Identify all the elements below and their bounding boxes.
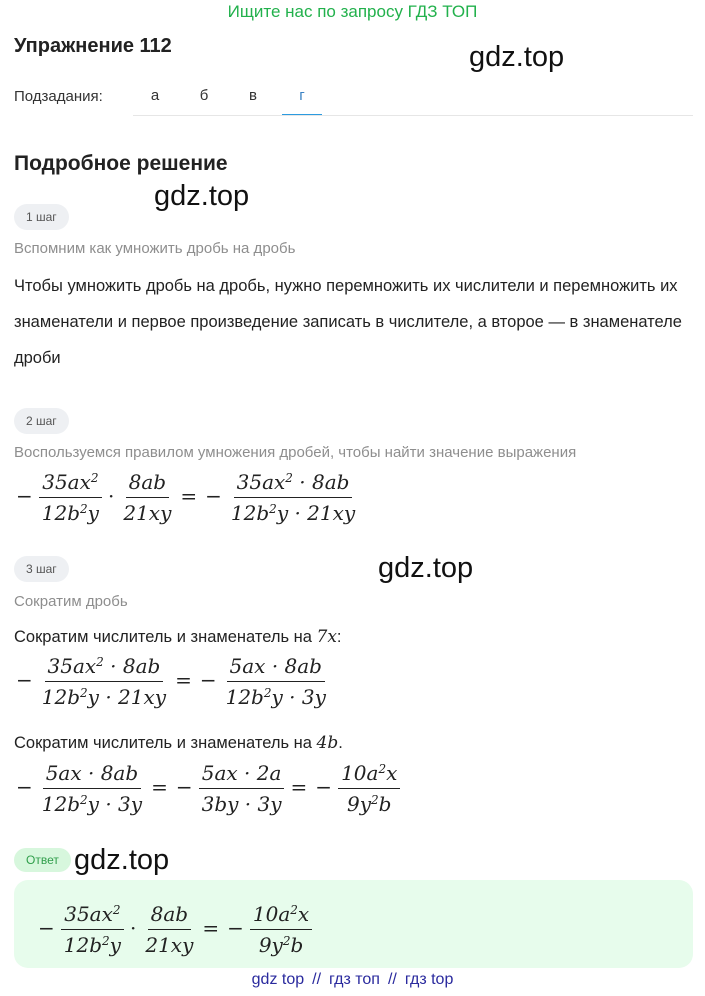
watermark: gdz.top [154, 180, 250, 212]
step-badge: 1 шаг [14, 204, 69, 230]
answer-equation: − $\frac{35ax^2}{12b^2y}$ · $\frac{8ab}{21xy}$ = − $\frac{10a^2x}{9y^2b}$ [34, 902, 314, 957]
footer-link[interactable]: gdz top [251, 971, 305, 988]
tab-a[interactable]: а [150, 87, 160, 104]
equation-step3a: − $\frac{35ax^2 \cdot 8ab}{12b^2y \cdot 21xy}$ = − $\frac{5ax \cdot 8ab}{12b^2y \cdot 3y}$ [16, 654, 326, 709]
equation-step3b: − $\frac{5ax \cdot 8ab}{12b^2y \cdot 3y}$ = − $\frac{5ax \cdot 2a}{3by \cdot 3y}$ = − $\frac{10a^2x}{9y^2b}$ [12, 761, 402, 816]
page-title: Упражнение 112 [14, 35, 172, 57]
tab-g-active[interactable]: г [282, 78, 322, 116]
watermark: gdz.top [378, 552, 474, 584]
tab-b[interactable]: б [199, 87, 209, 104]
step-hint: Вспомним как умножить дробь на дробь [14, 240, 296, 257]
watermark: gdz.top [74, 844, 170, 876]
solution-heading: Подробное решение [14, 152, 228, 175]
footer-link[interactable]: гдз топ [329, 971, 380, 988]
tab-v[interactable]: в [249, 87, 257, 104]
footer-separator: // [387, 971, 397, 988]
tabs-divider [133, 115, 693, 116]
reduce-line-2: Сократим числитель и знаменатель на 4b. [14, 733, 343, 753]
step-badge: 2 шаг [14, 408, 69, 434]
step-hint: Сократим дробь [14, 593, 128, 610]
footer-link[interactable]: гдз top [404, 971, 454, 988]
answer-box [14, 880, 693, 968]
promo-banner: Ищите нас по запросу ГДЗ ТОП [227, 2, 478, 21]
answer-badge: Ответ [14, 848, 71, 872]
footer-separator: // [312, 971, 322, 988]
subtask-tabs [133, 78, 333, 116]
step-badge: 3 шаг [14, 556, 69, 582]
step-text: Чтобы умножить дробь на дробь, нужно перемножить их числители и перемножить их знаменатели и первое произведение записать в числителе, а второе — в знаменателе дроби [14, 277, 682, 367]
subtasks-label: Подзадания: [14, 88, 103, 105]
step-hint: Воспользуемся правилом умножения дробей, чтобы найти значение выражения [14, 444, 577, 461]
footer-links [0, 971, 705, 989]
reduce-line-1: Сократим числитель и знаменатель на 7x: [14, 627, 342, 647]
watermark: gdz.top [469, 41, 565, 73]
equation-step2: − $\frac{35ax^2}{12b^2y}$ · $\frac{8ab}{21xy}$ = − $\frac{35ax^2 \cdot 8ab}{12b^2y \cdot 21xy}$ [16, 470, 356, 525]
